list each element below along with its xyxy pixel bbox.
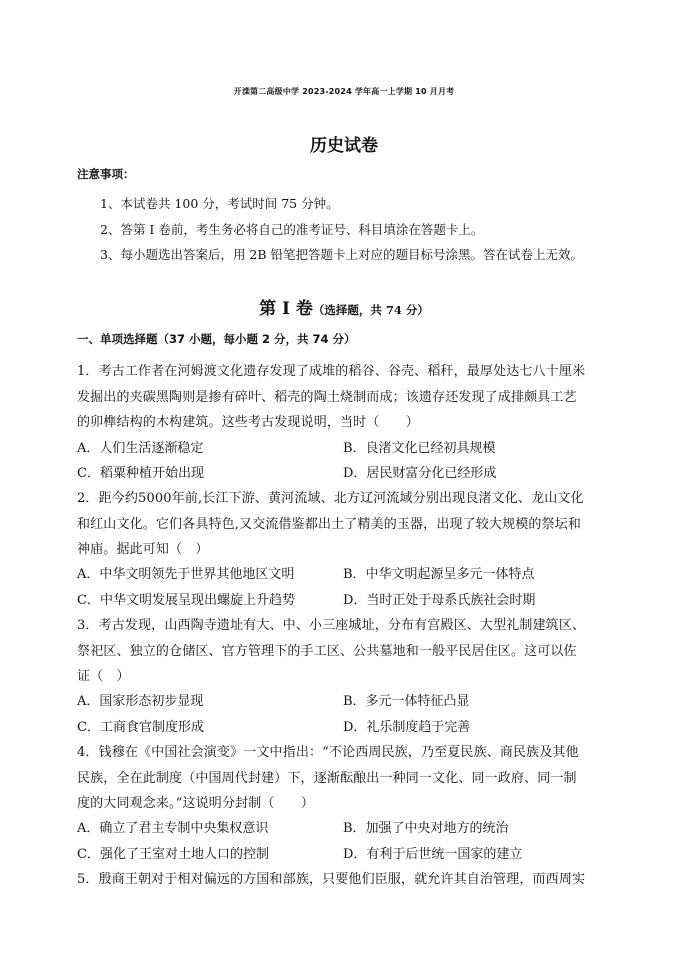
notice-item: 3、每小题选出答案后，用 2B 铅笔把答题卡上对应的题目标号涂黑。答在试卷上无效。 [100,247,584,262]
question-3-line: 证（ ） [77,669,130,684]
question-3-line: 3．考古发现，山西陶寺遗址有大、中、小三座城址，分布有宫殿区、大型礼制建筑区、 [77,618,586,633]
question-1-line: 1．考古工作者在河姆渡文化遗存发现了成堆的稻谷、谷壳、稻秆，最厚处达七八十厘米 [77,364,586,379]
part-heading: 一、单项选择题（37 小题，每小题 2 分，共 74 分） [77,332,356,346]
question-3-option-b: B．多元一体特征凸显 [343,694,470,709]
question-2-line: 和红山文化。它们各具特色,又交流借鉴都出土了精美的玉器，出现了较大规模的祭坛和 [77,517,581,532]
section-title: 第 I 卷 [259,299,313,319]
question-1-line: 发掘出的夹碳黑陶则是掺有碎叶、稻壳的陶土烧制而成；该遗存还发现了成排颇具工艺 [77,390,577,405]
question-3-option-d: D．礼乐制度趋于完善 [343,720,471,735]
question-1-option-a: A．人们生活逐渐稳定 [77,441,204,456]
question-3-option-a: A．国家形态初步显现 [77,694,204,709]
section-note: （选择题，共 74 分） [312,303,429,317]
question-5-line: 5．殷商王朝对于相对偏远的方国和部族，只要他们臣服，就允许其自治管理，而西周实 [77,872,586,887]
question-4-line: 度的大同观念来。”这说明分封制（ ） [77,796,314,811]
question-2-option-d: D．当时正处于母系氏族社会时期 [343,593,536,608]
section-heading [0,294,688,319]
question-3-option-c: C．工商食官制度形成 [77,720,204,735]
question-2-option-c: C．中华文明发展呈现出螺旋上升趋势 [77,593,295,608]
question-2-line: 2．距今约5000年前,长江下游、黄河流域、北方辽河流域分别出现良渚文化、龙山文化 [77,491,584,506]
question-4-option-b: B．加强了中央对地方的统治 [343,821,509,836]
page-subtitle: 历史试卷 [310,136,378,156]
question-2-option-b: B．中华文明起源呈多元一体特点 [343,567,535,582]
page-title: 开滦第二高级中学 2023-2024 学年高一上学期 10 月月考 [233,87,455,96]
question-4-line: 民族，全在此制度（中国周代封建）下，逐渐酝酿出一种同一文化、同一政府、同一制 [77,771,577,786]
notice-item: 1、本试卷共 100 分，考试时间 75 分钟。 [100,196,339,211]
question-4-option-a: A．确立了君主专制中央集权意识 [77,821,269,836]
question-2-option-a: A．中华文明领先于世界其他地区文明 [77,567,295,582]
question-1-line: 的卯榫结构的木构建筑。这些考古发现说明，当时（ ） [77,415,419,430]
question-1-option-c: C．稻粟种植开始出现 [77,466,204,481]
notice-heading: 注意事项： [77,167,135,181]
question-1-option-b: B．良渚文化已经初具规模 [343,441,496,456]
question-4-option-d: D．有利于后世统一国家的建立 [343,847,523,862]
question-4-line: 4．钱穆在《中国社会演变》一文中指出：“不论西周民族，乃至夏民族、商民族及其他 [77,745,579,760]
question-1-option-d: D．居民财富分化已经形成 [343,466,497,481]
question-4-option-c: C．强化了王室对土地人口的控制 [77,847,269,862]
notice-item: 2、答第 I 卷前，考生务必将自己的准考证号、科目填涂在答题卡上。 [100,222,484,237]
question-3-line: 祭祀区、独立的仓储区、官方管理下的手工区、公共墓地和一般平民居住区。这可以佐 [77,644,577,659]
question-2-line: 神庙。据此可知（ ） [77,542,209,557]
